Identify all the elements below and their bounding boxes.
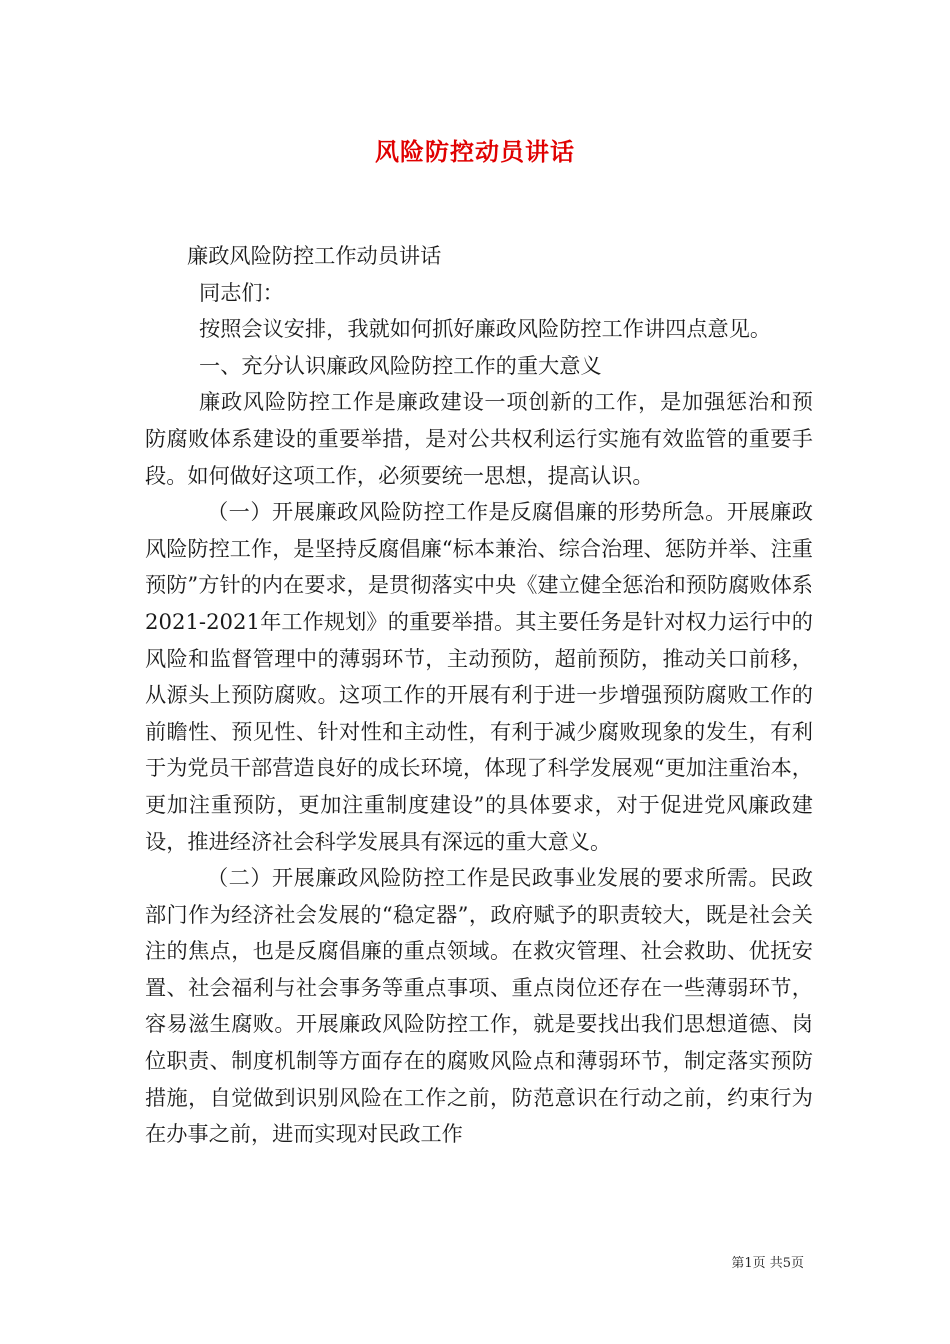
document-body [145, 238, 813, 1153]
body-paragraph: 廉政风险防控工作是廉政建设一项创新的工作，是加强惩治和预防腐败体系建设的重要举措，是对公共权利运行实施有效监管的重要手段。如何做好这项工作，必须要统一思想，提高认识。 [145, 389, 813, 488]
salutation-paragraph: 同志们： [199, 279, 284, 305]
body-paragraph: （二）开展廉政风险防控工作是民政事业发展的要求所需。民政部门作为经济社会发展的“稳定器”，政府赋予的职责较大，既是社会关注的焦点，也是反腐倡廉的重点领域。在救灾管理、社会救助、优抚安置、社会福利与社会事务等重点事项、重点岗位还存在一些薄弱环节，容易滋生腐败。开展廉政风险防控工作，就是要找出我们思想道德、岗位职责、制度机制等方面存在的腐败风险点和薄弱环节，制定落实预防措施，自觉做到识别风险在工作之前，防范意识在行动之前，约束行为在办事之前，进而实现对民政工作 [145, 865, 813, 1147]
page-number: 第1页 共5页 [731, 1256, 804, 1271]
body-paragraph: （一）开展廉政风险防控工作是反腐倡廉的形势所急。开展廉政风险防控工作，是坚持反腐倡廉“标本兼治、综合治理、惩防并举、注重预防”方针的内在要求，是贯彻落实中央《建立健全惩治和预防腐败体系2021-2021年工作规划》的重要举措。其主要任务是针对权力运行中的风险和监督管理中的薄弱环节，主动预防，超前预防，推动关口前移，从源头上预防腐败。这项工作的开展有利于进一步增强预防腐败工作的前瞻性、预见性、针对性和主动性，有利于减少腐败现象的发生，有利于为党员干部营造良好的成长环境，体现了科学发展观“更加注重治本，更加注重预防，更加注重制度建设”的具体要求，对于促进党风廉政建设，推进经济社会科学发展具有深远的重大意义。 [145, 499, 813, 854]
intro-paragraph: 按照会议安排，我就如何抓好廉政风险防控工作讲四点意见。 [199, 316, 772, 342]
section-heading: 一、充分认识廉政风险防控工作的重大意义 [199, 352, 602, 378]
page-title: 风险防控动员讲话 [375, 137, 575, 166]
subtitle-paragraph: 廉政风险防控工作动员讲话 [187, 243, 442, 268]
